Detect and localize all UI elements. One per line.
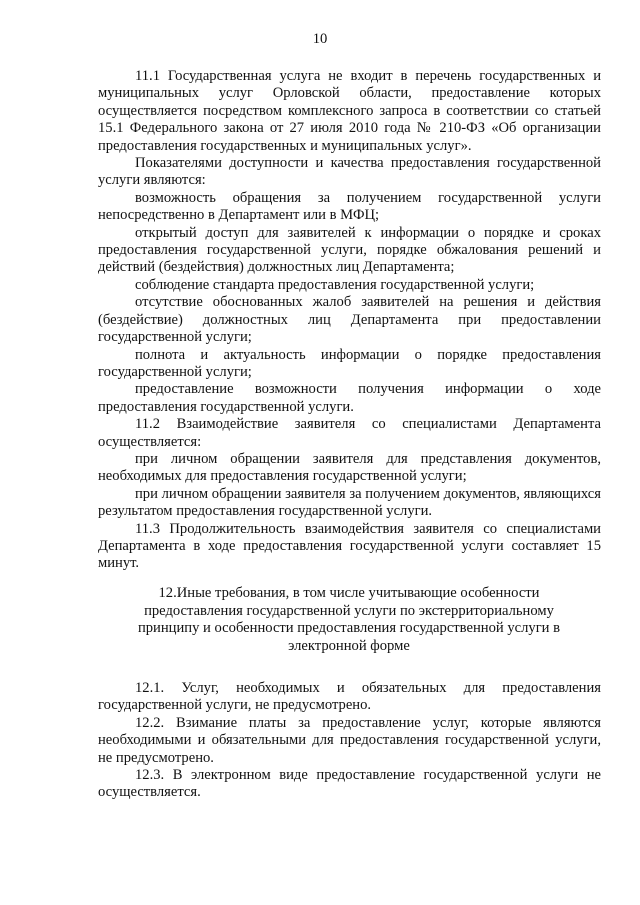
paragraph-11-2-item-1: при личном обращении заявителя для представления документов, необходимых для предоставления государственной услуги;: [98, 450, 601, 485]
paragraph-12-1: 12.1. Услуг, необходимых и обязательных для предоставления государственной услуги, не предусмотрено.: [98, 680, 601, 714]
paragraph-indicator-4: отсутствие обоснованных жалоб заявителей на решения и действия (бездействие) должностных лиц Департамента при предоставлении государственной услуги;: [98, 294, 601, 346]
paragraph-11-2: 11.2 Взаимодействие заявителя со специалистами Департамента осуществляется:: [98, 416, 601, 450]
page-number: 10: [312, 31, 328, 47]
paragraph-11-2-item-2: при личном обращении заявителя за получением документов, являющихся результатом предоставления государственной услуги.: [98, 485, 601, 520]
paragraph-11-3: 11.3 Продолжительность взаимодействия заявителя со специалистами Департамента в ходе предоставления государственной услуги составляет 15 минут.: [98, 520, 601, 572]
paragraph-indicator-3: соблюдение стандарта предоставления государственной услуги;: [135, 276, 535, 293]
paragraph-11-1: 11.1 Государственная услуга не входит в перечень государственных и муниципальных услуг Орловской области, предоставление которых осуществляется посредством комплексного запроса в соответствии со статьей 15.1 Федерального закона от 27 июля 2010 года № 210-ФЗ «Об организации предоставления государственных и муниципальных услуг».: [98, 68, 601, 154]
paragraph-indicator-6: предоставление возможности получения информации о ходе предоставления государственной услуги.: [98, 381, 601, 415]
paragraph-indicators-intro: Показателями доступности и качества предоставления государственной услуги являются:: [98, 155, 601, 189]
section-11-body: [98, 68, 601, 573]
section-12-heading: 12.Иные требования, в том числе учитывающие особенности предоставления государственной услуги по экстерриториальному принципу и особенности предоставления государственной услуги в электронной форме: [137, 585, 561, 654]
paragraph-indicator-1: возможность обращения за получением государственной услуги непосредственно в Департамент или в МФЦ;: [98, 189, 601, 224]
paragraph-indicator-2: открытый доступ для заявителей к информации о порядке и сроках предоставления государственной услуги, порядке обжалования решений и действий (бездействия) должностных лиц Департамента;: [98, 224, 601, 276]
paragraph-12-2: 12.2. Взимание платы за предоставление услуг, которые являются необходимыми и обязательными для предоставления государственной услуги, не предусмотрено.: [98, 714, 601, 766]
paragraph-indicator-5: полнота и актуальность информации о порядке предоставления государственной услуги;: [98, 346, 601, 380]
paragraph-12-3: 12.3. В электронном виде предоставление государственной услуги не осуществляется.: [98, 767, 601, 801]
section-12-body: [98, 680, 601, 802]
